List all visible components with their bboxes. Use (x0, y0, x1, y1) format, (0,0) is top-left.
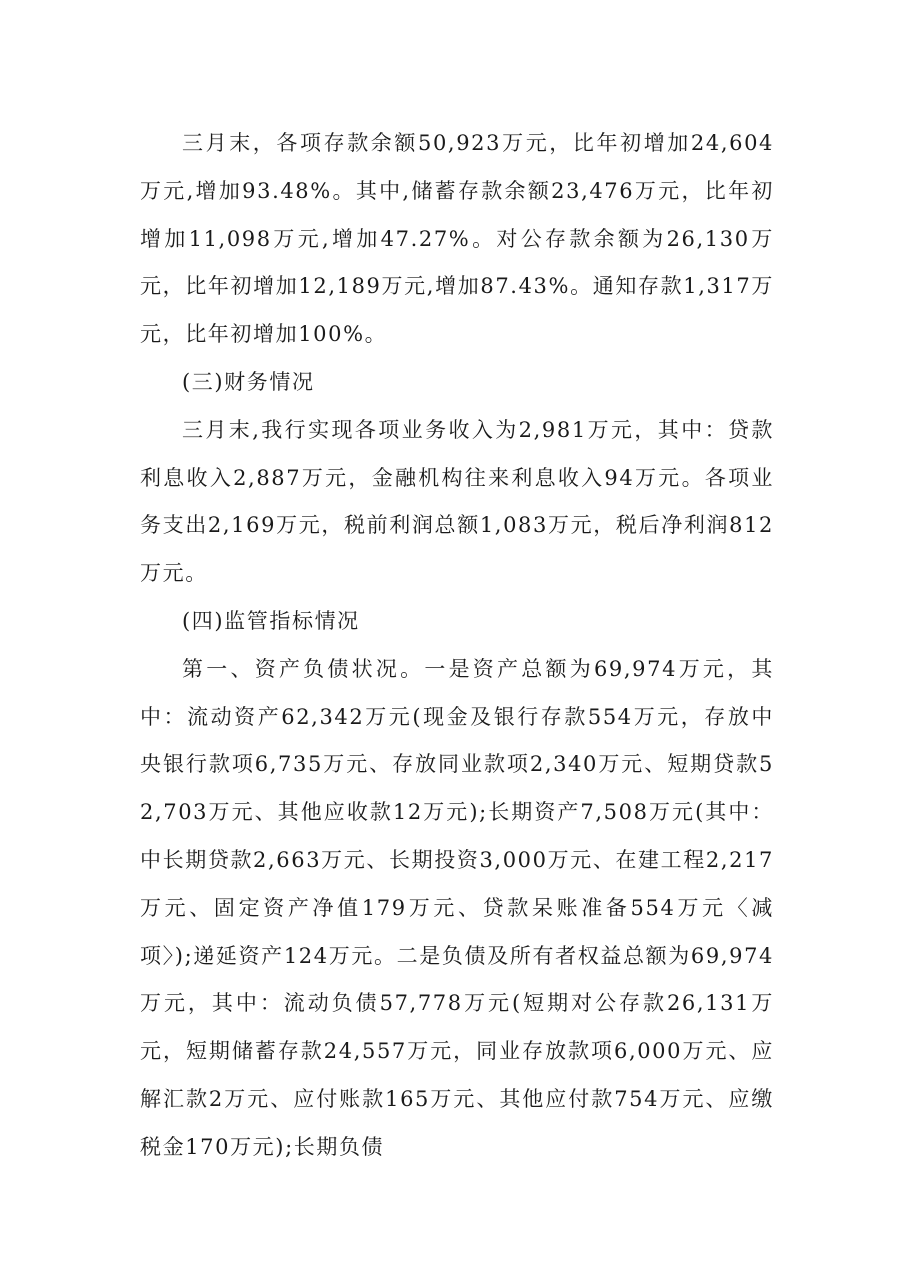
document-body (140, 120, 774, 1172)
section-heading-finance: (三)财务情况 (182, 369, 315, 394)
section-heading-regulatory-indicators: (四)监管指标情况 (182, 608, 360, 633)
paragraph-deposits: 三月末，各项存款余额50,923万元，比年初增加24,604万元,增加93.48%。其中,储蓄存款余额23,476万元，比年初增加11,098万元,增加47.27%。对公存款余额为26,130万元，比年初增加12,189万元,增加87.43%。通知存款1,317万元，比年初增加100%。 (140, 131, 774, 347)
paragraph-assets-liabilities: 第一、资产负债状况。一是资产总额为69,974万元，其中：流动资产62,342万元(现金及银行存款554万元，存放中央银行款项6,735万元、存放同业款项2,340万元、短期贷款52,703万元、其他应收款12万元);长期资产7,508万元(其中：中长期贷款2,663万元、长期投资3,000万元、在建工程2,217万元、固定资产净值179万元、贷款呆账准备554万元〈减项〉);递延资产124万元。二是负债及所有者权益总额为69,974万元，其中：流动负债57,778万元(短期对公存款26,131万元，短期储蓄存款24,557万元，同业存放款项6,000万元、应解汇款2万元、应付账款165万元、其他应付款754万元、应缴税金170万元);长期负债 (140, 656, 774, 1159)
paragraph-finance: 三月末,我行实现各项业务收入为2,981万元，其中：贷款利息收入2,887万元，金融机构往来利息收入94万元。各项业务支出2,169万元，税前利润总额1,083万元，税后净利润812万元。 (140, 417, 774, 586)
